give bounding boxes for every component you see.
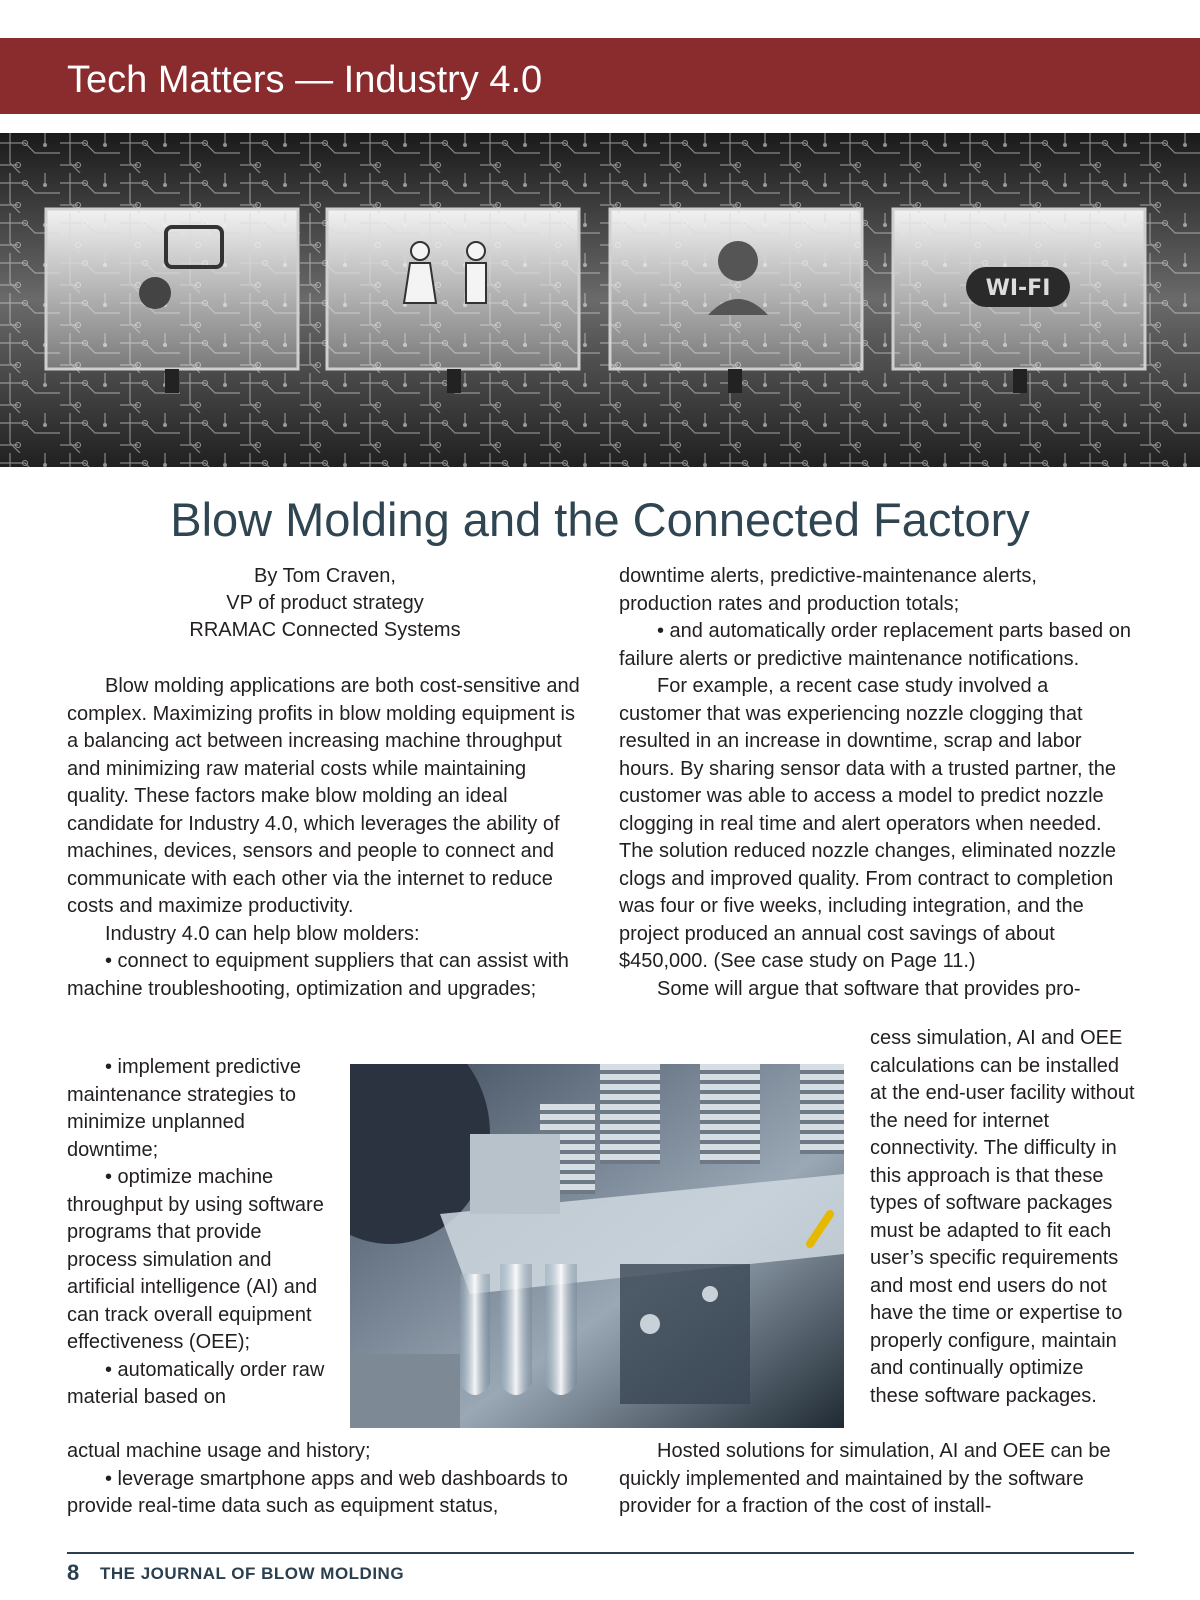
monitor-wifi	[893, 209, 1145, 393]
hero-image	[0, 133, 1200, 467]
right-column-wrap	[870, 1025, 1136, 1410]
bullet-replacement-parts: • and automatically order replacement parts based on failure alerts or predictive maintenance notifications.	[619, 620, 1131, 670]
bullet-order-material: • automatically order raw material based on	[67, 1358, 325, 1408]
bullet-smartphone-apps: • leverage smartphone apps and web dashboards to provide real-time data such as equipment status,	[67, 1467, 568, 1517]
preform-machine-illustration	[350, 1064, 844, 1428]
wifi-sign-text: WI-FI	[985, 276, 1051, 301]
section-title: Tech Matters — Industry 4.0	[67, 59, 543, 101]
bullet-order-material-cont: actual machine usage and history;	[67, 1440, 371, 1462]
paragraph-software-argument: Some will argue that software that provides pro-	[657, 977, 1081, 1000]
byline-role: VP of product strategy	[226, 592, 424, 614]
page-number: 8	[67, 1560, 80, 1585]
person-icon	[139, 277, 171, 309]
article-title: Blow Molding and the Connected Factory	[170, 493, 1030, 546]
preform-machine-photo	[350, 1064, 844, 1428]
byline-author: By Tom Craven,	[254, 565, 396, 587]
monitor-people	[327, 209, 579, 393]
left-column-top	[67, 673, 583, 1003]
right-column-top	[619, 563, 1135, 1003]
footer-rule	[67, 1552, 1134, 1554]
paragraph-hosted-solutions: Hosted solutions for simulation, AI and OEE can be quickly implemented and maintained by the software provider for a fraction of the cost of install-	[619, 1440, 1111, 1517]
bullet-connect-suppliers: • connect to equipment suppliers that can assist with machine troubleshooting, optimization and upgrades;	[67, 950, 569, 1000]
bullet-optimize-throughput: • optimize machine throughput by using software programs that provide process simulation and artificial intelligence (AI) and can track overall equipment effectiveness (OEE);	[67, 1166, 324, 1353]
paragraph-case-study: For example, a recent case study involved a customer that was experiencing nozzle clogging that resulted in an increase in downtime, scrap and labor hours. By sharing sensor data with a trusted partner, the customer was able to access a model to predict nozzle clogging in real time and alert operators when needed. The solution reduced nozzle changes, eliminated nozzle clogs and improved quality. From contract to completion was four or five weeks, including integration, and the project produced an annual cost savings of about $450,000. (See case study on Page 11.)	[619, 675, 1116, 972]
left-column-wrap	[67, 1054, 329, 1412]
monitor-chat	[46, 209, 298, 393]
user-icon	[718, 241, 758, 281]
monitor-person	[610, 209, 862, 393]
bullet-predictive-maintenance: • implement predictive maintenance strategies to minimize unplanned downtime;	[67, 1056, 301, 1161]
bullet-smartphone-apps-cont: downtime alerts, predictive-maintenance alerts, production rates and production totals;	[619, 565, 1037, 615]
right-column-bottom	[619, 1438, 1135, 1521]
paragraph-list-lead: Industry 4.0 can help blow molders:	[105, 922, 420, 945]
byline-company: RRAMAC Connected Systems	[189, 619, 461, 641]
byline	[67, 563, 583, 644]
journal-name: THE JOURNAL OF BLOW MOLDING	[100, 1564, 405, 1583]
circuit-board-illustration	[0, 133, 1200, 467]
left-column-bottom	[67, 1438, 583, 1521]
paragraph-intro: Blow molding applications are both cost-sensitive and complex. Maximizing profits in blow molding equipment is a balancing act between increasing machine throughput and minimizing raw material costs while maintaining quality. These factors make blow molding an ideal candidate for Industry 4.0, which leverages the ability of machines, devices, sensors and people to connect and communicate with each other via the internet to reduce costs and maximize productivity.	[67, 675, 580, 917]
paragraph-software-argument-cont: cess simulation, AI and OEE calculations can be installed at the end-user facility without the need for internet connectivity. The difficulty in this approach is that these types of software packages must be adapted to fit each user’s specific requirements and most end users do not have the time or expertise to properly configure, maintain and continually optimize these software packages.	[870, 1027, 1135, 1407]
